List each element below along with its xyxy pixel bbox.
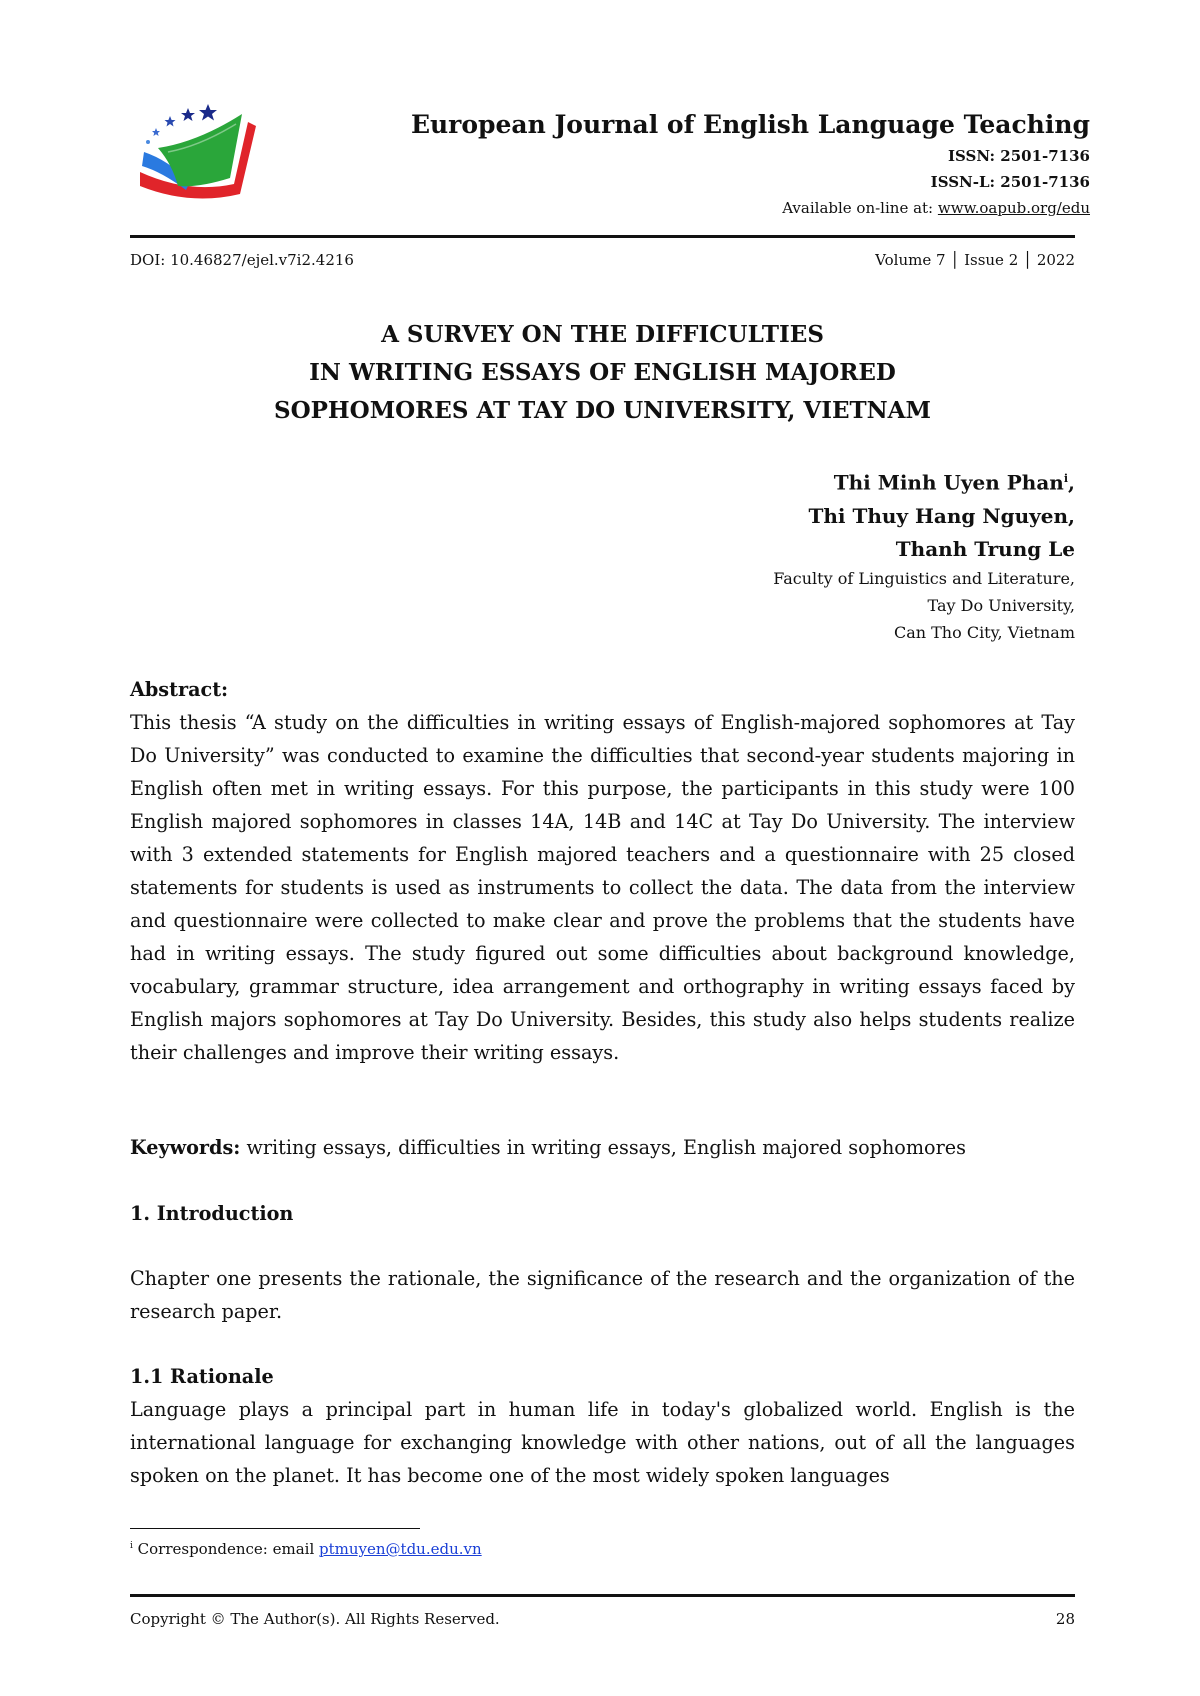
- section-heading-introduction: 1. Introduction: [130, 1202, 294, 1225]
- footnote-rule: [130, 1528, 420, 1529]
- title-line: A SURVEY ON THE DIFFICULTIES: [381, 321, 824, 348]
- footnote: [130, 1540, 482, 1558]
- author-3: Thanh Trung Le: [895, 536, 1075, 561]
- issn: ISSN: 2501-7136: [947, 147, 1090, 165]
- email-link[interactable]: ptmuyen@tdu.edu.vn: [319, 1540, 482, 1558]
- author-1: Thi Minh Uyen Phan$^i$,: [833, 470, 1075, 495]
- title-line: IN WRITING ESSAYS OF ENGLISH MAJORED: [309, 359, 896, 386]
- rationale-text: Language plays a principal part in human life in today's globalized world. English is the international language for exchanging knowledge with other nations, out of all the languages spoken on the planet. It has become one of the most widely spoken languages: [130, 1398, 1075, 1487]
- issn-l: ISSN-L: 2501-7136: [930, 173, 1090, 191]
- paper-title: [130, 316, 1075, 430]
- available-online: [782, 199, 1090, 217]
- journal-title: European Journal of English Language Teaching: [410, 110, 1090, 139]
- authors: [808, 462, 1075, 566]
- star-icon: [199, 104, 217, 121]
- star-icon: [152, 128, 160, 136]
- volume-issue: Volume 7 │ Issue 2 │ 2022: [875, 251, 1075, 269]
- affiliation-line: Can Tho City, Vietnam: [893, 623, 1075, 642]
- title-line: SOPHOMORES AT TAY DO UNIVERSITY, VIETNAM: [273, 397, 931, 424]
- affiliation-line: Tay Do University,: [927, 596, 1075, 615]
- journal-url-link[interactable]: www.oapub.org/edu: [937, 199, 1090, 217]
- author-2: Thi Thuy Hang Nguyen,: [808, 503, 1075, 528]
- journal-logo-icon: [138, 102, 264, 210]
- available-label: Available on-line at:: [782, 199, 938, 217]
- star-icon: [165, 116, 176, 127]
- affiliation: [773, 565, 1075, 646]
- footnote-mark: i: [130, 1541, 133, 1551]
- header-rule: [130, 235, 1075, 238]
- keywords-text: writing essays, difficulties in writing essays, English majored sophomores: [240, 1136, 966, 1159]
- footnote-label: Correspondence: email: [132, 1540, 320, 1558]
- abstract-text: This thesis “A study on the difficulties in writing essays of English-majored sophomores at Tay Do University” was conducted to examine the difficulties that second-year students majoring in English often met in writing essays. For this purpose, the participants in this study were 100 English majored sophomores in classes 14A, 14B and 14C at Tay Do University. The interview with 3 extended statements for English majored teachers and a questionnaire with 25 closed statements for students is used as instruments to collect the data. The data from the interview and questionnaire were collected to make clear and prove the problems that the students have had in writing essays. The study figured out some difficulties about background knowledge, vocabulary, grammar structure, idea arrangement and orthography in writing essays faced by English majors sophomores at Tay Do University. Besides, this study also helps students realize their challenges and improve their writing essays.: [130, 711, 1075, 1064]
- copyright: Copyright © The Author(s). All Rights Reserved.: [130, 1610, 500, 1628]
- correspondence-mark: i: [1063, 472, 1069, 485]
- keywords-label: Keywords:: [130, 1136, 241, 1159]
- author-1-name: Thi Minh Uyen Phan: [833, 470, 1064, 495]
- introduction-text: Chapter one presents the rationale, the significance of the research and the organization of the research paper.: [130, 1267, 1075, 1323]
- keywords: [130, 1131, 1075, 1164]
- abstract-heading: Abstract:: [130, 678, 229, 701]
- footer-rule: [130, 1594, 1075, 1597]
- affiliation-line: Faculty of Linguistics and Literature,: [773, 569, 1075, 588]
- page-number: 28: [1055, 1610, 1075, 1628]
- star-icon: [181, 108, 195, 121]
- doi: DOI: 10.46827/ejel.v7i2.4216: [130, 251, 354, 269]
- section-heading-rationale: 1.1 Rationale: [130, 1365, 274, 1388]
